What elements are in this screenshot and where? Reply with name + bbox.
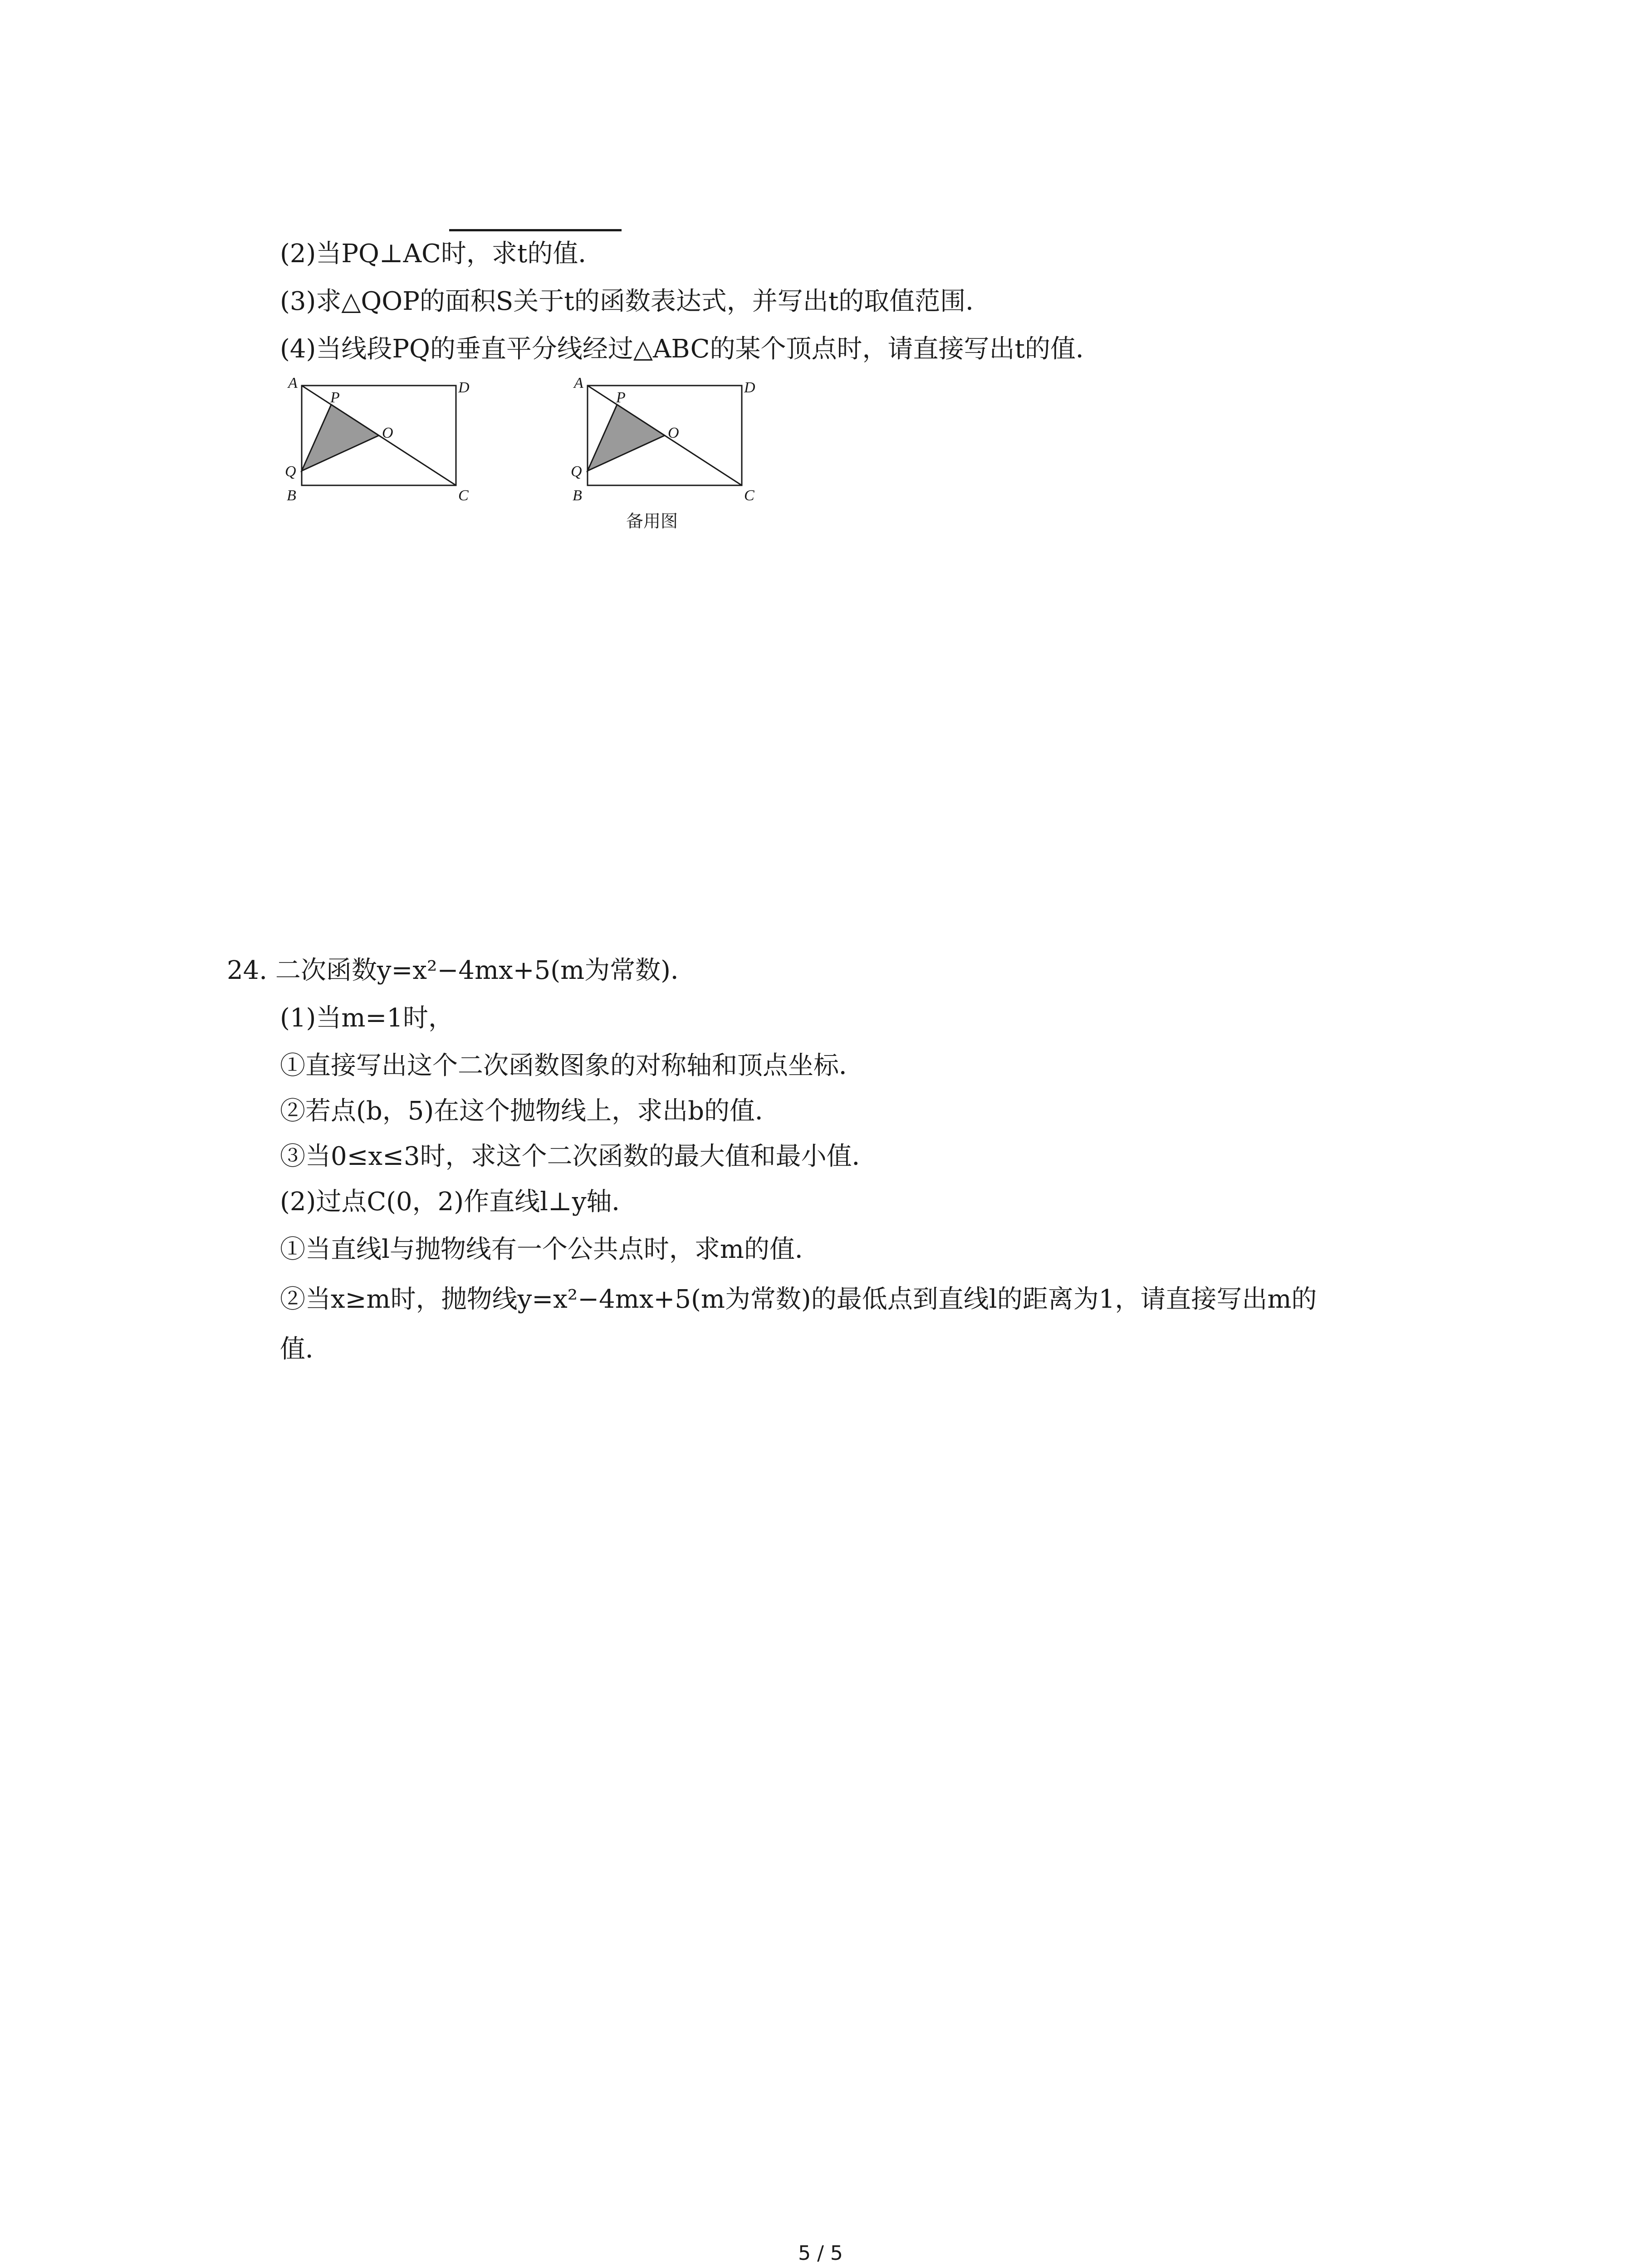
- label-d: D: [744, 379, 755, 396]
- q23-part4: (4)当线段PQ的垂直平分线经过△ABC的某个顶点时，请直接写出t的值．: [280, 334, 1101, 364]
- figure-caption: 备用图: [626, 511, 678, 531]
- label-q: Q: [285, 463, 296, 480]
- label-o: O: [382, 425, 393, 441]
- q24-part2-b: ②当x≥m时，抛物线y=x²−4mx+5(m为常数)的最低点到直线l的距离为1，请直接写出m的: [280, 1285, 1317, 1314]
- rectangle-figure-2: [567, 374, 762, 510]
- label-o: O: [668, 425, 679, 441]
- q23-part3: (3)求△QOP的面积S关于t的函数表达式，并写出t的取值范围．: [280, 287, 991, 316]
- q23-part2: (2)当PQ⊥AC时，求t的值．: [280, 239, 604, 269]
- label-b: B: [287, 487, 296, 504]
- q24-part2: (2)过点C(0，2)作直线l⊥y轴．: [280, 1187, 637, 1217]
- q24-part1-a: ①直接写出这个二次函数图象的对称轴和顶点坐标．: [280, 1051, 864, 1080]
- label-b: B: [573, 487, 582, 504]
- label-a: A: [574, 375, 583, 391]
- q24-part1-c: ③当0≤x≤3时，求这个二次函数的最大值和最小值．: [280, 1142, 877, 1171]
- label-q: Q: [571, 463, 582, 480]
- header-rule: [449, 229, 622, 231]
- q24-part2-a: ①当直线l与抛物线有一个公共点时，求m的值．: [280, 1235, 821, 1264]
- q24-part1-b: ②若点(b，5)在这个抛物线上，求出b的值．: [280, 1096, 781, 1126]
- q24-part2-b-cont: 值．: [280, 1334, 331, 1364]
- label-c: C: [458, 487, 469, 504]
- label-d: D: [458, 379, 470, 396]
- page-number: 5 / 5: [798, 2242, 843, 2265]
- q24-part1: (1)当m=1时，: [280, 1003, 454, 1033]
- label-p: P: [330, 389, 340, 406]
- rectangle-figure-1: [281, 374, 472, 510]
- label-p: P: [616, 389, 626, 406]
- label-c: C: [744, 487, 754, 504]
- q24-stem: 24. 二次函数y=x²−4mx+5(m为常数)．: [227, 956, 696, 985]
- label-a: A: [288, 375, 298, 391]
